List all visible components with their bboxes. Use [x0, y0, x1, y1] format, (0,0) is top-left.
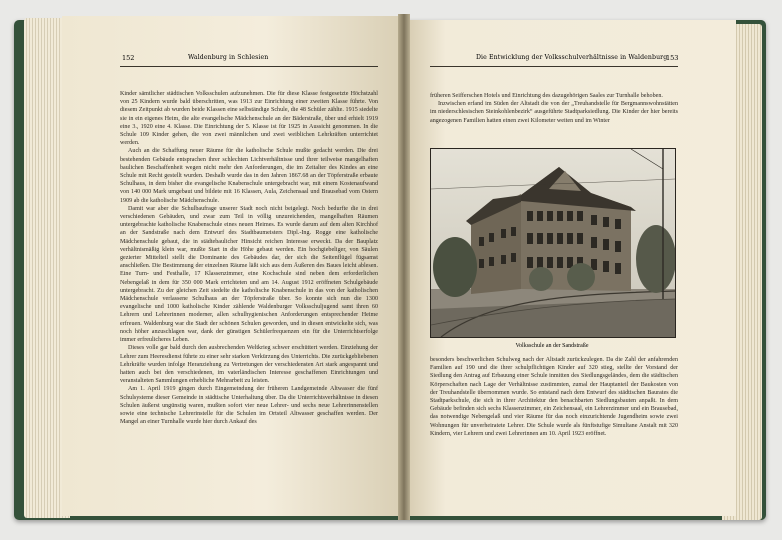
- left-paragraph: Auch an die Schaffung neuer Räume für die katholische Schule mußte gedacht werden. Die drei bestehenden Gebäude entsprachen ihrer schlechten Lichtverhältnisse und ihrer teilweise mangelhaften baulichen Beschaffenheit wegen nicht mehr den Anforderungen, die im Zeitalter des Kindes an eine Schule mit Recht gestellt wurden. Deshalb wurde das in den Jahren 1867.68 an der Töpferstraße erbaute Schulhaus, in dem bisher die evangelische Knabenschule untergebracht war, mit einem Kostenaufwand von 140 000 Mark umgebaut und bildete mit 16 Klassen, Aula, Zeichensaal und Brausebad vom Ostern 1909 ab die katholische Mädchenschule.: [120, 148, 378, 204]
- school-building-illustration: [431, 149, 675, 337]
- right-running-head: Die Entwicklung der Volksschulverhältnisse in Waldenburg: [476, 54, 668, 61]
- left-header-rule: [120, 66, 378, 67]
- left-page-number: 152: [122, 54, 135, 62]
- right-body-text-top: [430, 92, 678, 144]
- left-paragraph: Kinder sämtlicher städtischen Volksschulen aufzunehmen. Die für diese Klasse festgesetzte Höchstzahl von 25 Kindern wurde bald überschritten, was 1913 zur Einrichtung einer zweiten Klasse führte. Von diesem Zeitpunkt ab wurden beide Klassen eine selbständige Schule, die 48 Schüler zählte. 1915 siedelte sie in ein eigenes Heim, die alte evangelische Mädchenschule an der Bäderstraße, über und erhielt 1919 eine 3., 1920 eine 4. Klasse. Die Einrichtung der 5. Klasse ist für 1925 in Aussicht genommen. In die Schule 109 Kinder gehen, die von zwei männlichen und zwei weiblichen Lehrkräften unterrichtet werden.: [120, 91, 378, 147]
- right-paragraph: früheren Seifferschen Hotels und Einrichtung des dazugehörigen Saales zur Turnhalle behoben.: [430, 93, 663, 99]
- left-paragraph: Am 1. April 1919 gingen durch Eingemeindung der früheren Landgemeinde Altwasser die fünf Schulsysteme dieser Gemeinde in städtische Unterhaltung über. Da die Unterrichtsverhältnisse in diesen Schulen äußerst ungünstig waren, mußten sofort vier neue Lehrer- und sechs neue Lehrerinnenstellen sowie eine technische Lehrerinstelle für die Schulen im Ortsteil Altwasser geschaffen werden. Der Mangel an einer Turnhalle wurde hier durch Ankauf des: [120, 386, 378, 426]
- left-paragraph: Dieses volle gar bald durch den ausbrechenden Weltkrieg schwer erschüttert werden. Einziehung der Lehrer zum Heeresdienst führte zu einer sehr starken Verkürzung des Unterrichts. Die zurückgebliebenen Lehrkräfte wurden infolge Heranziehung zu Vertretungen der verschiedensten Art stark angespannt und hatten auch bei den verschiedenen, im vaterländischen Interesse geschaffenen Einrichtungen und veranstalteten Sammlungen erhebliche Mehrarbeit zu leisten.: [120, 345, 378, 385]
- school-building-photo: [430, 148, 676, 338]
- left-running-head: Waldenburg in Schlesien: [188, 54, 269, 61]
- right-paragraph: besonders beschwerlichen Schulweg nach der Altstadt zurückzulegen. Da die Zahl der anfahrenden Familien auf 190 und die ihrer schulpflichtigen Kinder auf 320 stieg, stellte der Vorstand der Siedlung den Antrag auf Erbauung einer Schule inmitten des Siedlungsgeländes, dem die städtischen Körperschaften nach Lage der Verhältnisse zustimmten, zumal der Hauptanteil der Baukosten von der Treuhandstelle übernommen wurde. So entstand nach dem Entwurf des städtischen Baurates die Stadtparkschule, die sich in ihrer Architektur den benachbarten Siedlungsbauten anpaßt. In dem Gebäude befinden sich sechs Klassenzimmer, ein Zeichensaal, ein Lehrerzimmer und ein Brausebad, das notwendige Nebengelaß und vier Räume für das noch einzurichtende Jugendheim sowie zwei Wohnungen für unverheiratete Lehrer. Die Schule wurde als fünftstufige Simultane Anstalt mit 320 Kindern, vier Lehrern und zwei Lehrerinnen am 10. April 1923 eröffnet.: [430, 357, 678, 437]
- left-body-text: [120, 90, 378, 490]
- left-paragraph: Damit war aber die Schulbaufrage unserer Stadt noch nicht beigelegt. Noch bedurfte die in drei verschiedenen Gebäuden, und zwar zum Teil in völlig unzureichenden, mangelhaften Räumen untergebrachte katholische Knabenschule eines neuen Heimes. Es wurde darum auf dem alten Kirchhof an der Sandstraße nach dem Entwurf des Stadtbaumeisters Dipl.-Ing. Rogge eine katholische Mädchenschule gebaut, die in städtebaulicher Hinsicht reichen Interesse erweckt. Da der Bauplatz verhältnismäßig klein war, mußte Start in die Höhe gebaut werden. Ein hochgiebeliger, von Säulen gezierter Mittelteil stellt die Dominante des Gebäudes dar, der sich die Seitenflügel fügsamst anschließen. Die Bestimmung der einzelnen Räume läßt sich aus dem Äußeren des Baues leicht ablesen. Eine Turn- und Festhalle, 17 Klassenzimmer, eine Kochschule sind neben dem erforderlichen Nebengelaß in dem für 350 000 Mark errichteten und am 14. August 1912 eröffneten Schulgebäude untergebracht. Zu der gleichen Zeit siedelte die katholische Knabenschule in das von der katholischen Mädchenschule verlassene Schulhaus an der Töpferstraße über. So konnte sich nun die 1300 evangelische und 1000 katholische Kinder zählende Waldenburger Volksschuljugend samt ihren 60 Lehrern und Lehrerinnen moderner, allen schulhygienischen Anforderungen entsprechender Heime erfreuen. Waldenburg war die Stadt der schönen Schulen geworden, und in diesen entwickelte sich, was noch höher anzuschlagen war, dank der günstigen Schülerfrequenzen ein für die Unterrichtserfolge immer erfreulicheres Leben.: [120, 205, 378, 344]
- right-header-rule: [430, 66, 678, 67]
- right-page-number: 153: [666, 54, 679, 62]
- book-gutter: [398, 14, 410, 520]
- right-paragraph: Inzwischen erfand im Süden der Altstadt die von der „Treuhandstelle für Bergmannswohnstätten im niederschlesischen Steinkohlenbezirk“ ausgeführte Stadtparksiedlung. Die Kinder der hier bereits angezogenen Familien hatten einen zwei Kilometer weiten und im Winter: [430, 101, 678, 124]
- photo-caption: Volksschule an der Sandstraße: [515, 343, 589, 349]
- right-body-text-bottom: [430, 356, 678, 486]
